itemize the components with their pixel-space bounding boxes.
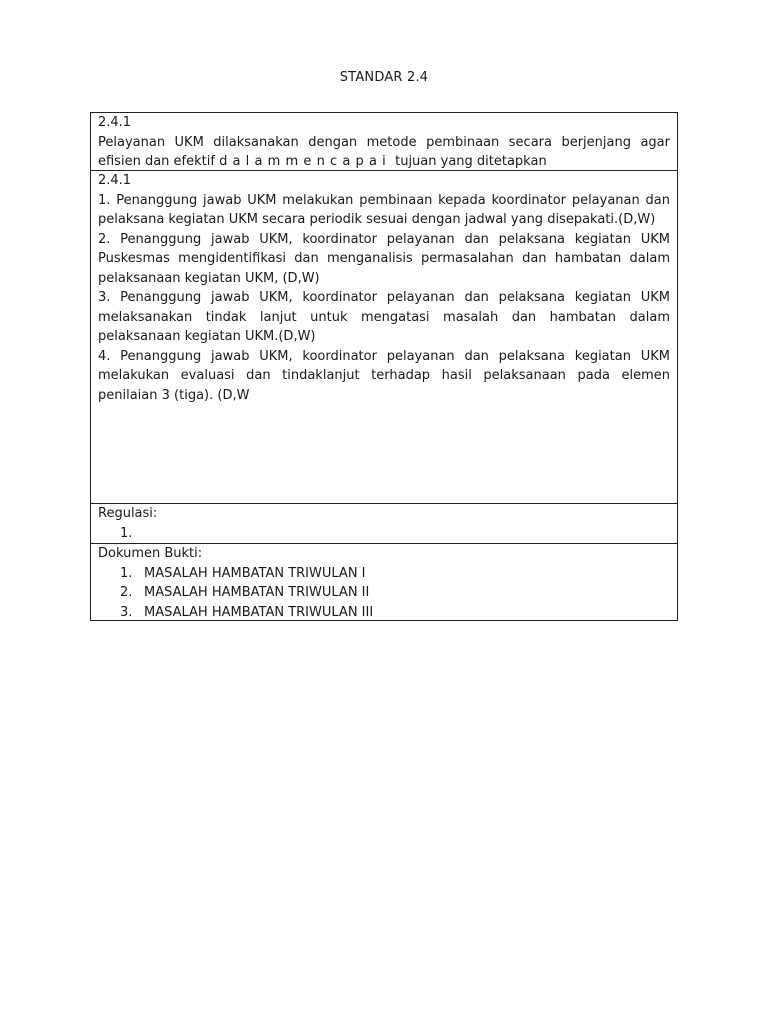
list-item: [98, 524, 670, 544]
standard-table: [90, 112, 678, 621]
regulasi-item-text: [120, 524, 670, 544]
dokumen-list: [98, 564, 670, 623]
standard-text: [98, 133, 670, 172]
standard-row: [91, 113, 677, 171]
dokumen-row: [91, 544, 677, 620]
criteria-row: [91, 171, 677, 504]
regulasi-list: [98, 524, 670, 544]
criteria-item-2: 2. Penanggung jawab UKM, koordinator pelayanan dan pelaksana kegiatan UKM Puskesmas mengidentifikasi dan menganalisis permasalahan dan hambatan dalam pelaksanaan kegiatan UKM, (D,W): [98, 231, 670, 286]
page-title: STANDAR 2.4: [339, 70, 429, 85]
dokumen-item-number: 2.: [120, 585, 133, 600]
standard-code: 2.4.1: [98, 115, 132, 130]
regulasi-label: Regulasi:: [98, 506, 158, 521]
criteria-code: 2.4.1: [98, 173, 132, 188]
criteria-item-4: 4. Penanggung jawab UKM, koordinator pelayanan dan pelaksana kegiatan UKM melakukan evaluasi dan tindaklanjut terhadap hasil pelaksanaan pada elemen penilaian 3 (tiga). (D,W: [98, 348, 670, 403]
dokumen-label: Dokumen Bukti:: [98, 546, 203, 561]
standard-text-spaced: dalammencapai: [219, 154, 391, 169]
criteria-item-1: 1. Penanggung jawab UKM melakukan pembinaan kepada koordinator pelayanan dan pelaksana kegiatan UKM secara periodik sesuai dengan jadwal yang disepakati.(D,W): [98, 192, 670, 227]
standard-text-before: Pelayanan UKM dilaksanakan dengan metode pembinaan secara berjenjang agar efisien dan efektif: [98, 134, 670, 169]
dokumen-item-number: 3.: [120, 604, 133, 620]
list-item: [98, 603, 670, 623]
dokumen-item-text: MASALAH HAMBATAN TRIWULAN II: [144, 585, 370, 600]
criteria-item-3: 3. Penanggung jawab UKM, koordinator pelayanan dan pelaksana kegiatan UKM melaksanakan tindak lanjut untuk mengatasi masalah dan hambatan dalam pelaksanaan kegiatan UKM.(D,W): [98, 290, 670, 344]
dokumen-item-number: 1.: [120, 565, 133, 581]
list-item: [98, 564, 670, 584]
regulasi-row: [91, 504, 677, 544]
list-item: [98, 583, 670, 603]
dokumen-item-text: MASALAH HAMBATAN TRIWULAN III: [144, 604, 374, 620]
standard-text-after: tujuan yang ditetapkan: [390, 154, 547, 169]
regulasi-item-number: 1.: [120, 525, 133, 541]
dokumen-item-text: MASALAH HAMBATAN TRIWULAN I: [144, 565, 366, 581]
